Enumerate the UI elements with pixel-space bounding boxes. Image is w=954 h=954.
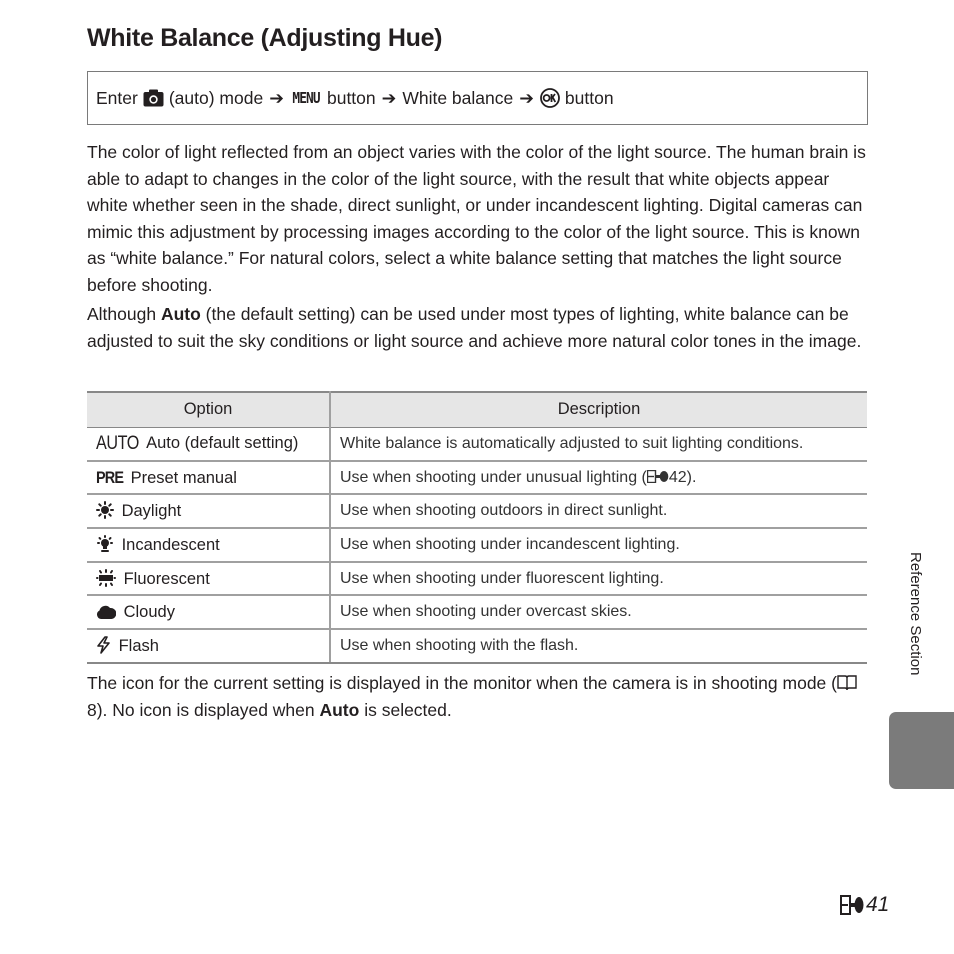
camera-icon — [143, 89, 164, 107]
flash-icon — [96, 636, 111, 654]
book-reference-icon — [837, 674, 857, 691]
table-row: PRE Preset manual Use when shooting under unusual lighting ( 42). — [87, 461, 867, 495]
cloud-icon — [96, 603, 116, 620]
auto-icon: AUTO — [96, 432, 139, 454]
table-row: Daylight Use when shooting outdoors in direct sunlight. — [87, 494, 867, 528]
table-row: Cloudy Use when shooting under overcast skies. — [87, 595, 867, 629]
nav-button-2: button — [564, 87, 614, 108]
reference-e-icon — [840, 895, 864, 915]
nav-auto-mode: (auto) mode — [168, 87, 264, 108]
page-number: 41 — [840, 893, 889, 917]
preset-icon: PRE — [96, 467, 124, 487]
table-header-row — [87, 392, 867, 427]
nav-white-balance: White balance — [402, 87, 514, 108]
arrow-right-icon: ➔ — [381, 87, 397, 108]
intro-paragraph: The color of light reflected from an object varies with the color of the light source. The human brain is able to adapt to changes in the color of the light source, with the result that white objects appear white whether seen in the shade, direct sunlight, or under incandescent lighting. Digital cameras can mimic this adjustment by processing images according to the color of the light source. This is known as “white balance.” For natural colors, select a white balance setting that matches the light source before shooting. — [87, 142, 866, 295]
menu-icon: MENU — [292, 89, 320, 107]
arrow-right-icon: ➔ — [519, 87, 534, 108]
header-description: Description — [330, 392, 867, 427]
ok-button-icon — [540, 88, 560, 108]
navigation-path-box — [87, 71, 868, 125]
header-option: Option — [87, 392, 330, 427]
footer-paragraph: The icon for the current setting is displayed in the monitor when the camera is in shooting mode ( 8). No icon is displayed when Auto is selected. — [87, 670, 867, 723]
table-row: Fluorescent Use when shooting under fluorescent lighting. — [87, 562, 867, 596]
bulb-icon — [96, 535, 114, 553]
auto-bold-footer: Auto — [319, 699, 360, 720]
table-row: Incandescent Use when shooting under incandescent lighting. — [87, 528, 867, 562]
arrow-right-icon: ➔ — [269, 87, 284, 108]
reference-e-icon — [647, 470, 669, 483]
page-title: White Balance (Adjusting Hue) — [87, 24, 443, 52]
nav-enter: Enter — [96, 87, 138, 108]
nav-button-1: button — [326, 87, 376, 108]
auto-bold: Auto — [160, 304, 201, 324]
table-row: AUTO Auto (default setting) White balance is automatically adjusted to suit lighting conditions. — [87, 427, 867, 461]
white-balance-table — [87, 391, 867, 664]
section-tab — [889, 712, 954, 789]
sun-icon — [96, 501, 114, 519]
table-row: Flash Use when shooting with the flash. — [87, 629, 867, 663]
auto-paragraph: Although Auto (the default setting) can be used under most types of lighting, white balance can be adjusted to suit the sky conditions or light source and achieve more natural color tones in the image. — [87, 304, 862, 351]
section-side-label: Reference Section — [907, 552, 924, 676]
fluorescent-icon — [96, 569, 116, 587]
